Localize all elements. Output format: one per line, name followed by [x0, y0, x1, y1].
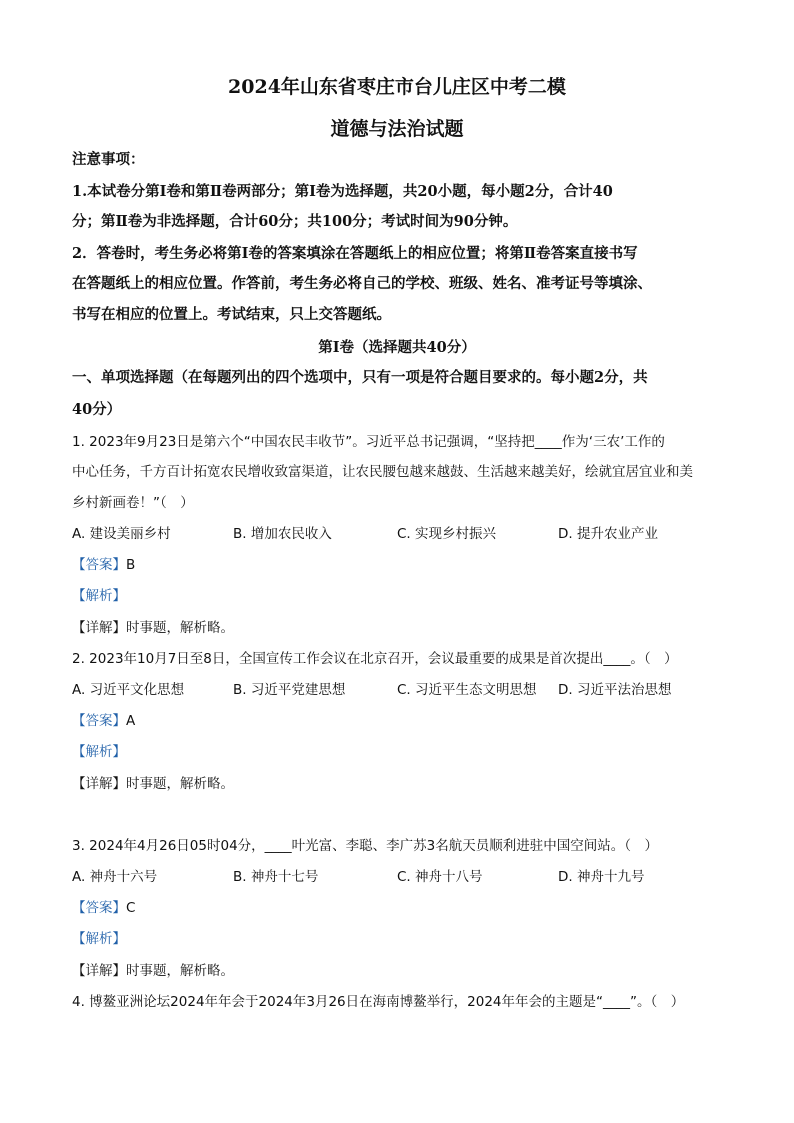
- notice-line-4: 在答题纸上的相应位置。作答前，考生务必将自己的学校、班级、姓名、准考证号等填涂、: [72, 275, 652, 292]
- question-1-line-1: 1. 2023年9月23日是第六个“中国农民丰收节”。习近平总书记强调，“坚持把____作为‘三农’工作的: [72, 434, 665, 450]
- question-3-option-c: C. 神舟十八号: [397, 869, 483, 885]
- detail-text: 时事题，解析略。: [126, 776, 234, 792]
- question-2-answer: [72, 711, 135, 731]
- question-2-option-a: A. 习近平文化思想: [72, 682, 185, 698]
- detail-text: 时事题，解析略。: [126, 963, 234, 979]
- section-heading: 第Ⅰ卷（选择题共40分）: [318, 339, 476, 356]
- question-3-option-b: B. 神舟十七号: [233, 869, 319, 885]
- question-2-option-d: D. 习近平法治思想: [558, 682, 672, 698]
- detail-label: 【详解】: [72, 620, 126, 636]
- question-3-option-a: A. 神舟十六号: [72, 869, 158, 885]
- detail-label: 【详解】: [72, 963, 126, 979]
- question-1-analysis-label: 【解析】: [72, 588, 126, 604]
- notice-line-3: 2．答卷时，考生务必将第Ⅰ卷的答案填涂在答题纸上的相应位置；将第Ⅱ卷答案直接书写: [72, 245, 638, 262]
- notice-line-1: 1.本试卷分第Ⅰ卷和第Ⅱ卷两部分；第Ⅰ卷为选择题，共20小题，每小题2分，合计40: [72, 183, 613, 200]
- question-2-option-c: C. 习近平生态文明思想: [397, 682, 537, 698]
- question-3-line-1: 3. 2024年4月26日05时04分，____叶光富、李聪、李广苏3名航天员顺利进驻中国空间站。（ ）: [72, 838, 658, 854]
- notice-heading: 注意事项：: [72, 151, 145, 168]
- part-heading-line-1: 一、单项选择题（在每题列出的四个选项中，只有一项是符合题目要求的。每小题2分，共: [72, 369, 648, 386]
- question-2-analysis-label: 【解析】: [72, 744, 126, 760]
- answer-label: 【答案】: [72, 713, 126, 729]
- question-1-line-2: 中心任务，千方百计拓宽农民增收致富渠道，让农民腰包越来越鼓、生活越来越美好，绘就宜居宜业和美: [72, 464, 693, 480]
- answer-value: B: [126, 557, 136, 573]
- exam-title: 2024年山东省枣庄市台儿庄区中考二模: [228, 76, 566, 98]
- question-2-line-1: 2. 2023年10月7日至8日，全国宣传工作会议在北京召开，会议最重要的成果是首次提出____。（ ）: [72, 651, 678, 667]
- part-heading-line-2: 40分）: [72, 401, 122, 418]
- question-1-option-a: A. 建设美丽乡村: [72, 526, 171, 542]
- answer-value: A: [126, 713, 136, 729]
- question-1-option-b: B. 增加农民收入: [233, 526, 332, 542]
- notice-line-2: 分；第Ⅱ卷为非选择题，合计60分；共100分；考试时间为90分钟。: [72, 213, 518, 230]
- question-4-line-1: 4. 博鳌亚洲论坛2024年年会于2024年3月26日在海南博鳌举行，2024年年会的主题是“____”。（ ）: [72, 994, 685, 1010]
- detail-label: 【详解】: [72, 776, 126, 792]
- question-1-answer: [72, 555, 135, 575]
- question-2-option-b: B. 习近平党建思想: [233, 682, 346, 698]
- exam-subtitle: 道德与法治试题: [330, 118, 464, 140]
- answer-label: 【答案】: [72, 557, 126, 573]
- question-1-detail: [72, 618, 234, 638]
- question-3-answer: [72, 898, 135, 918]
- question-2-detail: [72, 774, 234, 794]
- detail-text: 时事题，解析略。: [126, 620, 234, 636]
- answer-value: C: [126, 900, 136, 916]
- notice-line-5: 书写在相应的位置上。考试结束，只上交答题纸。: [72, 306, 391, 323]
- question-3-option-d: D. 神舟十九号: [558, 869, 645, 885]
- question-3-detail: [72, 961, 234, 981]
- answer-label: 【答案】: [72, 900, 126, 916]
- question-1-option-d: D. 提升农业产业: [558, 526, 658, 542]
- question-1-line-3: 乡村新画卷！”（ ）: [72, 495, 194, 511]
- question-3-analysis-label: 【解析】: [72, 931, 126, 947]
- question-1-option-c: C. 实现乡村振兴: [397, 526, 497, 542]
